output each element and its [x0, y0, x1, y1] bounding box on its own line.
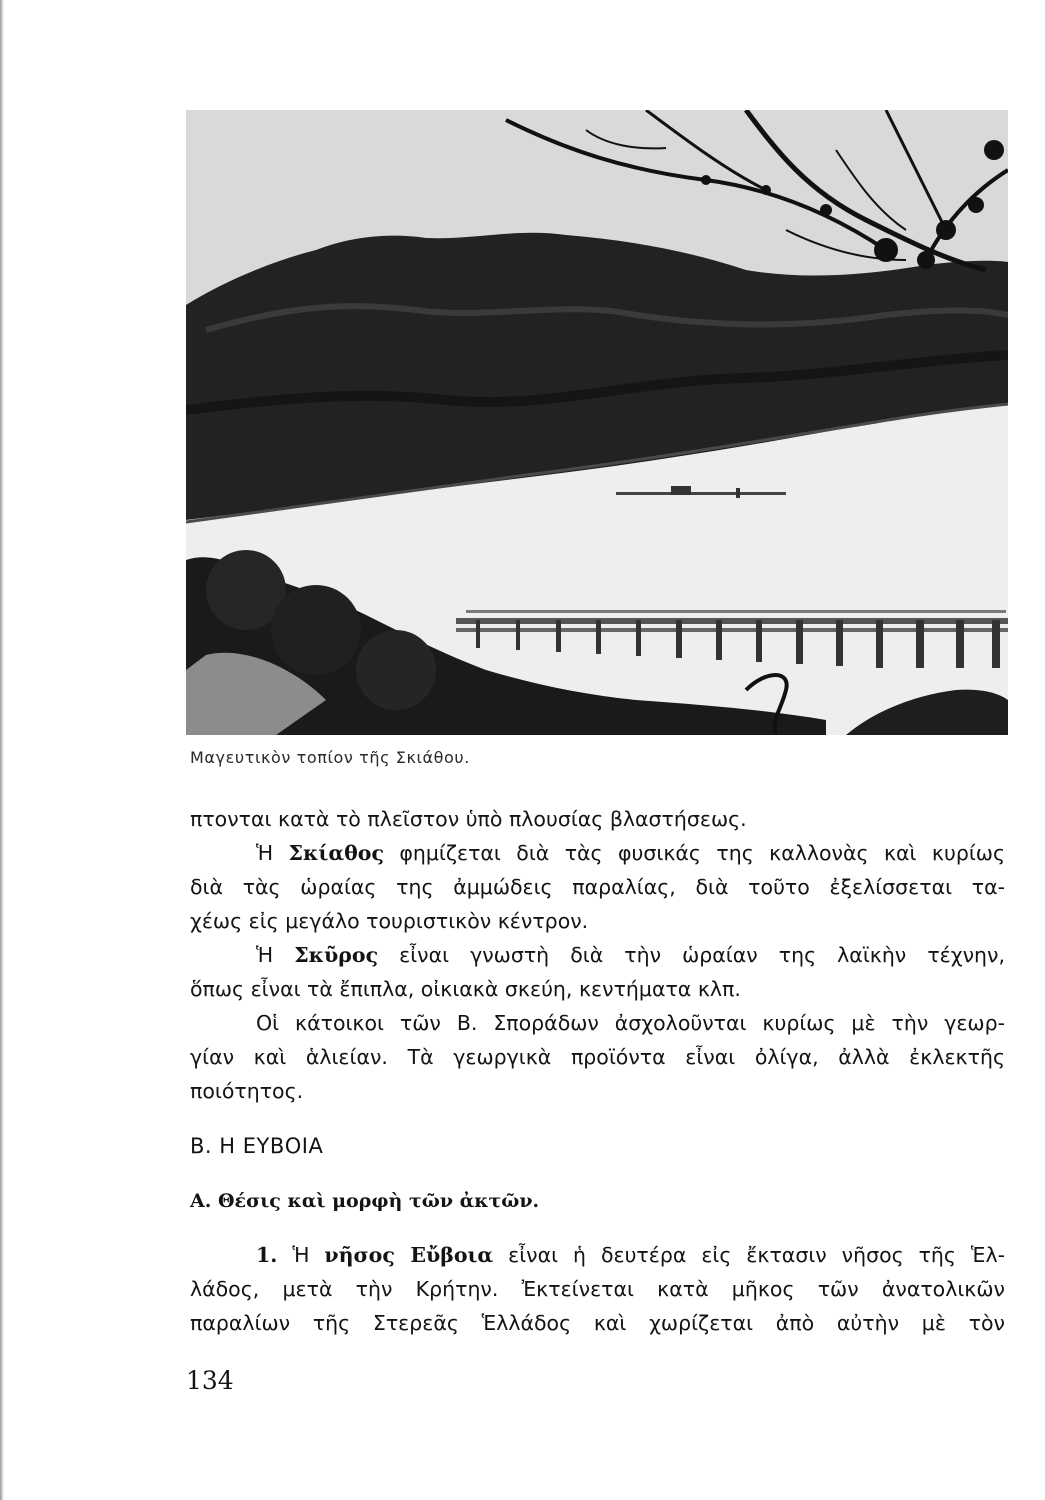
text-fragment: εἶναι γνωστὴ διὰ τὴν ὡραίαν της λαϊκὴν τέχνην,: [378, 943, 1005, 967]
text-line: χέως εἰς μεγάλο τουριστικὸν κέντρον.: [190, 909, 589, 933]
text-fragment: Ἡ: [277, 1243, 325, 1267]
evia-name: νῆσος Εὔβοια: [324, 1243, 494, 1267]
skyros-name: Σκῦρος: [294, 943, 379, 967]
text-line: ποιότητος.: [190, 1079, 304, 1103]
body-text-block: [190, 802, 1005, 1108]
text-line: λάδος, μετὰ τὴν Κρήτην. Ἐκτείνεται κατὰ μῆκος τῶν ἀνατολικῶν: [190, 1277, 1005, 1301]
text-fragment: Ἡ: [256, 943, 295, 967]
paragraph-number: 1.: [256, 1243, 278, 1267]
sub-heading: Α. Θέσις καὶ μορφὴ τῶν ἀκτῶν.: [190, 1190, 540, 1212]
text-fragment: φημίζεται διὰ τὰς φυσικάς της καλλονὰς καὶ κυρίως: [383, 841, 1005, 865]
photo-bush: [356, 630, 436, 710]
photo-bush: [271, 585, 361, 675]
page-edge: [0, 0, 4, 1500]
evia-paragraph-line: [190, 1238, 1005, 1272]
inhabitants-paragraph-line: Οἱ κάτοικοι τῶν Β. Σποράδων ἀσχολοῦνται κυρίως μὲ τὴν γεωρ-: [256, 1011, 1005, 1035]
evia-text-block: [190, 1238, 1005, 1340]
photo-landscape-icon: [186, 110, 1008, 735]
text-line: γίαν καὶ ἁλιείαν. Τὰ γεωργικὰ προϊόντα εἶναι ὀλίγα, ἀλλὰ ἐκλεκτῆς: [190, 1045, 1005, 1069]
section-heading: Β. Η ΕΥΒΟΙΑ: [190, 1134, 324, 1158]
text-line: ὅπως εἶναι τὰ ἔπιπλα, οἰκιακὰ σκεύη, κεντήματα κλπ.: [190, 977, 741, 1001]
skiathos-photo: [186, 110, 1008, 735]
text-line: πτονται κατὰ τὸ πλεῖστον ὑπὸ πλουσίας βλαστήσεως.: [190, 807, 747, 831]
skyros-paragraph-line: [190, 938, 1005, 972]
text-line: παραλίων τῆς Στερεᾶς Ἑλλάδος καὶ χωρίζεται ἀπὸ αὐτὴν μὲ τὸν: [190, 1311, 1005, 1335]
text-fragment: εἶναι ἡ δευτέρα εἰς ἔκτασιν νῆσος τῆς Ἑλ-: [493, 1243, 1005, 1267]
page-number: 134: [186, 1366, 234, 1395]
photo-caption: Μαγευτικὸν τοπίον τῆς Σκιάθου.: [190, 748, 470, 767]
skiathos-name: Σκίαθος: [288, 841, 384, 865]
text-line: διὰ τὰς ὡραίας της ἀμμώδεις παραλίας, διὰ τοῦτο ἐξελίσσεται τα-: [190, 875, 1005, 899]
skiathos-paragraph-line: [190, 836, 1005, 870]
text-fragment: Ἡ: [256, 841, 289, 865]
